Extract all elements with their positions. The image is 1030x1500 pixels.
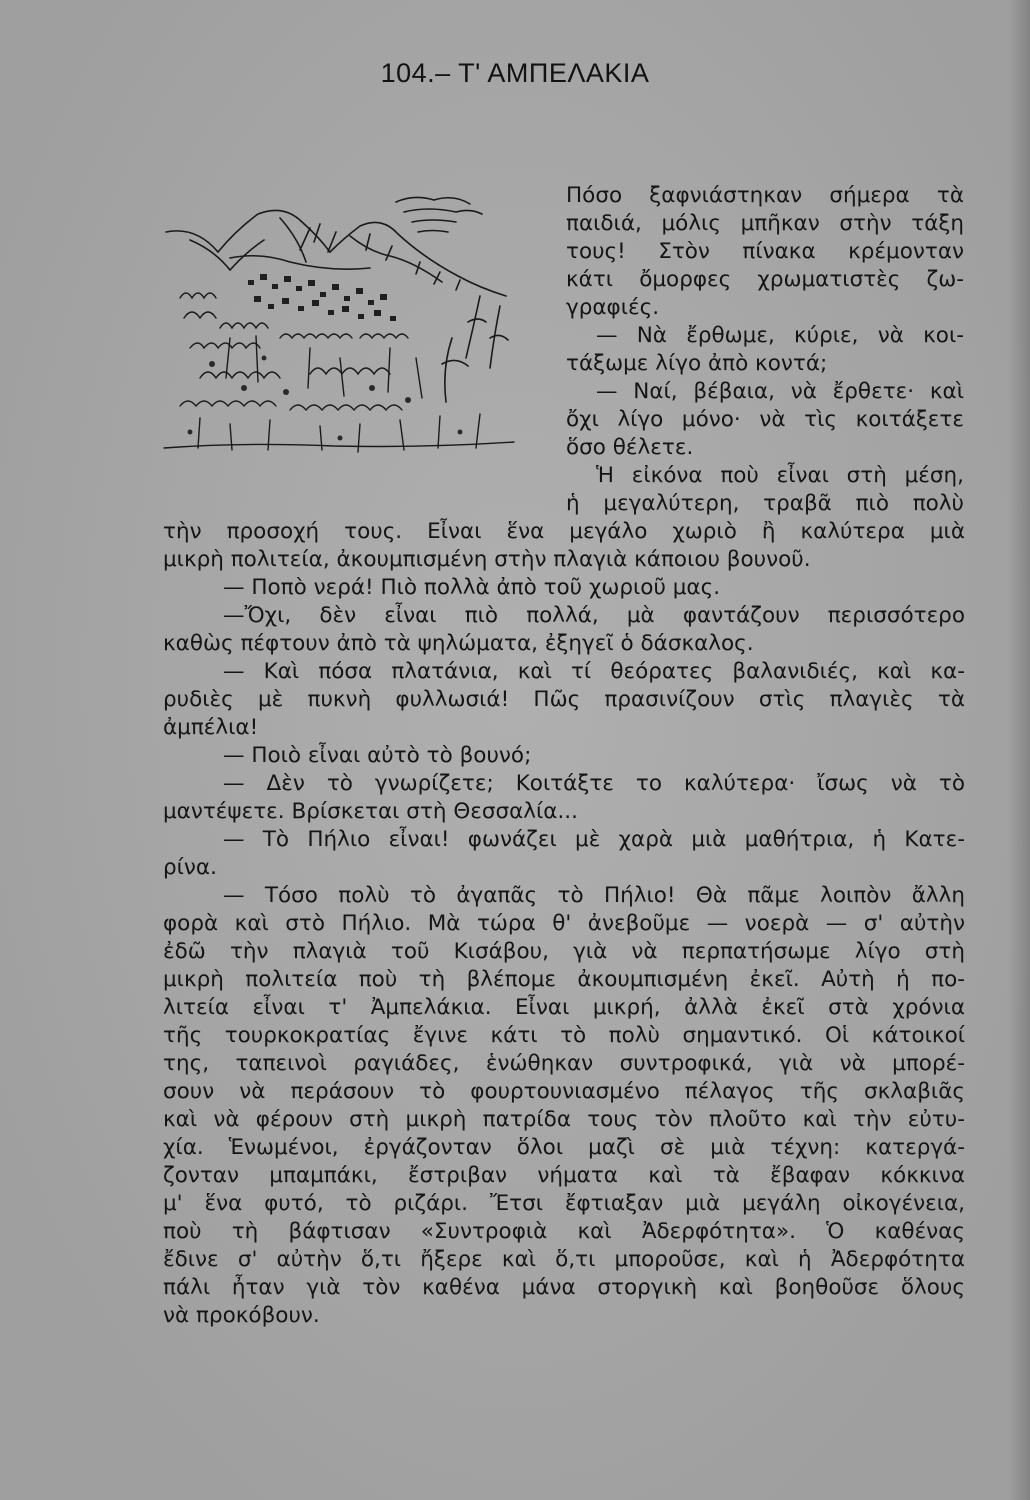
text-line: ἔδινε σ' αὐτὴν ὅ,τι ἤξερε καὶ ὅ,τι μποροῦσε, καὶ ἡ Ἀδερφότητα bbox=[163, 1247, 965, 1272]
text-line: μικρὴ πολιτεία, ἀκουμπισμένη στὴν πλαγιὰ κάποιου βουνοῦ. bbox=[163, 547, 811, 572]
text-line: ρυδιὲς μὲ πυκνὴ φυλλωσιά! Πῶς πρασινίζουν στὶς πλαγιὲς τὰ bbox=[163, 687, 965, 712]
text-line: ἀμπέλια! bbox=[163, 715, 259, 740]
text-line: τῆς τουρκοκρατίας ἔγινε κάτι τὸ πολὺ σημαντικό. Οἱ κάτοικοί bbox=[163, 1023, 965, 1048]
mountain-village-sketch-icon bbox=[160, 188, 520, 456]
text-line: καθὼς πέφτουν ἀπὸ τὰ ψηλώματα, ἐξηγεῖ ὁ δάσκαλος. bbox=[163, 631, 754, 656]
text-line: ἐδῶ τὴν πλαγιὰ τοῦ Κισάβου, γιὰ νὰ περπατήσωμε λίγο στὴ bbox=[163, 939, 965, 964]
text-line: ἡ μεγαλύτερη, τραβᾶ πιὸ πολὺ bbox=[566, 491, 964, 516]
text-line: ρίνα. bbox=[163, 855, 217, 880]
text-line: ποὺ τὴ βάφτισαν «Συντροφιὰ καὶ Ἀδερφότητα». Ὁ καθένας bbox=[163, 1219, 965, 1244]
text-line: — Καὶ πόσα πλατάνια, καὶ τί θεόρατες βαλανιδιές, καὶ κα- bbox=[223, 659, 965, 684]
chapter-heading: 104.– Τ' ΑΜΠΕΛΑΚΙΑ bbox=[380, 58, 650, 88]
text-line: μικρὴ πολιτεία ποὺ τὴ βλέπομε ἀκουμπισμένη ἐκεῖ. Αὐτὴ ἡ πο- bbox=[163, 967, 965, 992]
text-line: —Ὄχι, δὲν εἶναι πιὸ πολλά, μὰ φαντάζουν περισσότερο bbox=[223, 603, 965, 628]
text-line: της, ταπεινοὶ ραγιάδες, ἑνώθηκαν συντροφικά, γιὰ νὰ μπορέ- bbox=[163, 1051, 965, 1076]
text-line: ὄχι λίγο μόνο· νὰ τὶς κοιτάξετε bbox=[566, 407, 964, 432]
text-line: — Ναί, βέβαια, νὰ ἔρθετε· καὶ bbox=[596, 379, 964, 404]
text-line: παιδιά, μόλις μπῆκαν στὴν τάξη bbox=[566, 211, 964, 236]
text-line: τάξωμε λίγο ἀπὸ κοντά; bbox=[566, 351, 828, 376]
text-line: πάλι ἦταν γιὰ τὸν καθένα μάνα στοργικὴ καὶ βοηθοῦσε ὅλους bbox=[163, 1275, 965, 1300]
text-line: μαντέψετε. Βρίσκεται στὴ Θεσσαλία... bbox=[163, 799, 578, 824]
text-line: σουν νὰ περάσουν τὸ φουρτουνιασμένο πέλαγος τῆς σκλαβιᾶς bbox=[163, 1079, 965, 1104]
text-line: Πόσο ξαφνιάστηκαν σήμερα τὰ bbox=[566, 183, 964, 208]
text-line: Ἡ εἰκόνα ποὺ εἶναι στὴ μέση, bbox=[596, 463, 964, 488]
text-line: ὅσο θέλετε. bbox=[566, 435, 694, 460]
text-line: χία. Ἑνωμένοι, ἐργάζονταν ὅλοι μαζὶ σὲ μιὰ τέχνη: κατεργά- bbox=[163, 1135, 965, 1160]
text-line: — Τόσο πολὺ τὸ ἀγαπᾶς τὸ Πήλιο! Θὰ πᾶμε λοιπὸν ἄλλη bbox=[223, 883, 965, 908]
page-edge-shadow bbox=[1008, 0, 1030, 1500]
text-line: καὶ νὰ φέρουν στὴ μικρὴ πατρίδα τους τὸν πλοῦτο καὶ τὴν εὐτυ- bbox=[163, 1107, 965, 1132]
text-line: τὴν προσοχή τους. Εἶναι ἕνα μεγάλο χωριὸ ἢ καλύτερα μιὰ bbox=[163, 519, 965, 544]
text-line: γραφιές. bbox=[566, 295, 660, 320]
text-line: — Ποπὸ νερά! Πιὸ πολλὰ ἀπὸ τοῦ χωριοῦ μας. bbox=[223, 575, 721, 600]
text-line: μ' ἕνα φυτό, τὸ ριζάρι. Ἔτσι ἔφτιαξαν μιὰ μεγάλη οἰκογένεια, bbox=[163, 1191, 965, 1216]
text-line: λιτεία εἶναι τ' Ἀμπελάκια. Εἶναι μικρή, ἀλλὰ ἐκεῖ στὰ χρόνια bbox=[163, 995, 965, 1020]
text-line: — Τὸ Πήλιο εἶναι! φωνάζει μὲ χαρὰ μιὰ μαθήτρια, ἡ Κατε- bbox=[223, 827, 965, 852]
text-line: τους! Στὸν πίνακα κρέμονταν bbox=[566, 239, 964, 264]
text-line: ζονταν μπαμπάκι, ἔστριβαν νήματα καὶ τὰ ἔβαφαν κόκκινα bbox=[163, 1163, 965, 1188]
text-line: φορὰ καὶ στὸ Πήλιο. Μὰ τώρα θ' ἀνεβοῦμε — νοερὰ — σ' αὐτὴν bbox=[163, 911, 965, 936]
text-line: — Δὲν τὸ γνωρίζετε; Κοιτάξτε το καλύτερα· ἴσως νὰ τὸ bbox=[223, 771, 965, 796]
text-line: νὰ προκόβουν. bbox=[163, 1303, 320, 1328]
text-line: — Νὰ ἔρθωμε, κύριε, νὰ κοι- bbox=[596, 323, 964, 348]
text-line: κάτι ὄμορφες χρωματιστὲς ζω- bbox=[566, 267, 964, 292]
text-line: — Ποιὸ εἶναι αὐτὸ τὸ βουνό; bbox=[223, 743, 532, 768]
